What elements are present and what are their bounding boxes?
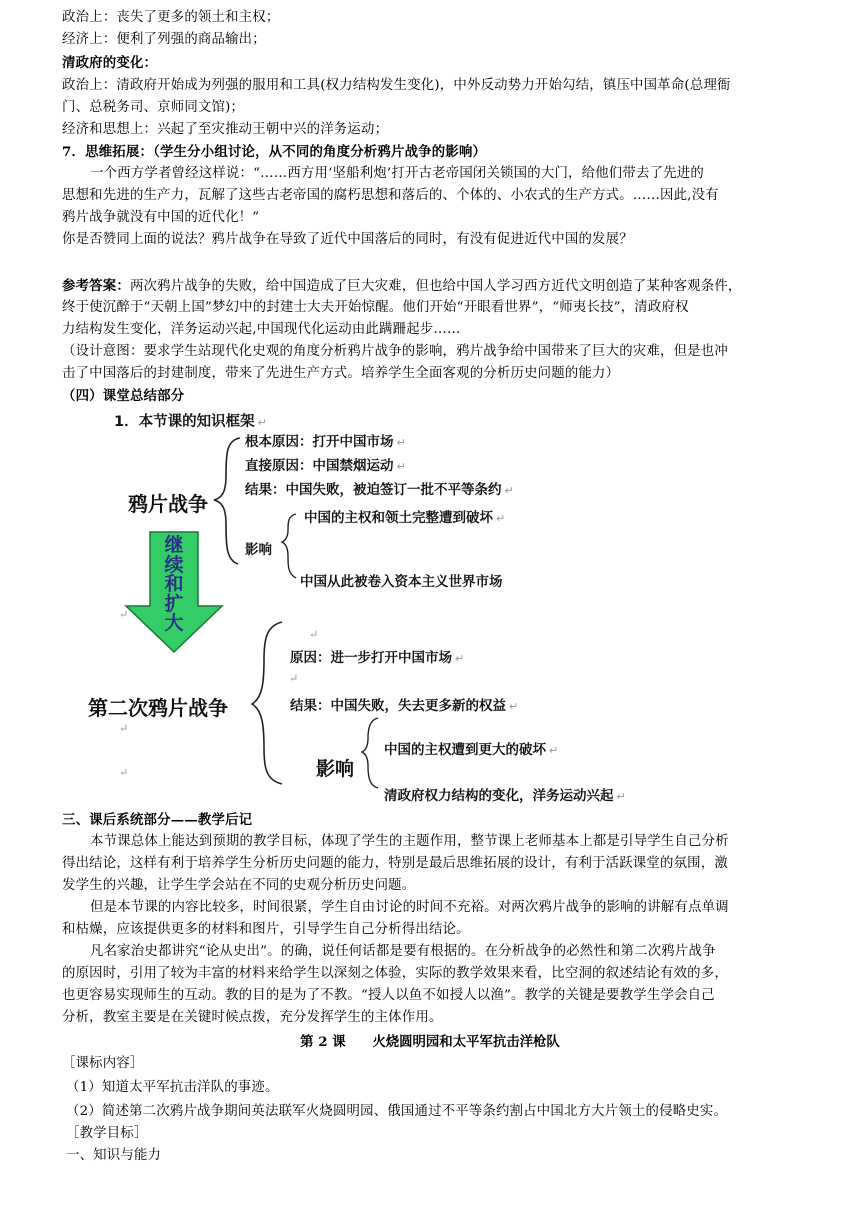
text-line: （1）知道太平军抗击洋队的事迹。 — [66, 1080, 279, 1095]
text-line: ［课标内容］ — [62, 1056, 144, 1071]
answer-text: 两次鸦片战争的失败，给中国造成了巨大灾难，但也给中国人学习西方近代文明创造了某种客观条件， — [129, 279, 742, 294]
text-line: 凡名家治史都讲究“论从史出”。的确，说任何话都是要有根据的。在分析战争的必然性和第二次鸦片战争 — [90, 944, 716, 959]
brace-2-inner — [362, 718, 378, 788]
section-heading: 三、课后系统部分——教学后记 — [62, 812, 253, 828]
text-line: 一、知识与能力 — [66, 1148, 162, 1163]
brace-1 — [214, 438, 240, 564]
text-line: 的原因时，引用了较为丰富的材料来给学生以深刻之体验，实际的教学效果来看，比空洞的叙述结论有效的多， — [62, 966, 728, 981]
text-line: （2）简述第二次鸦片战争期间英法联军火烧圆明园、俄国通过不平等条约割占中国北方大片领土的侵略史实。 — [66, 1104, 728, 1119]
direct-cause: 直接原因：中国禁烟运动 ↵ — [245, 458, 406, 474]
text-line: 经济和思想上：兴起了至灾推动王朝中兴的洋务运动； — [62, 122, 389, 137]
section-heading: 清政府的变化： — [62, 55, 158, 71]
text-line: 但是本节课的内容比较多，时间很紧，学生自由讨论的时间不充裕。对两次鸦片战争的影响的讲解有点单调 — [90, 900, 729, 915]
brace-2 — [252, 622, 282, 784]
impact-1-b: 中国从此被卷入资本主义世界市场 — [300, 574, 503, 590]
text-line: 一个西方学者曾经这样说：“……西方用‘坚船利炮’打开古老帝国闭关锁国的大门，给他们带去了先进的 — [90, 166, 704, 181]
impact-2-label: 影响 — [316, 758, 355, 780]
text-line: 本节课总体上能达到预期的教学目标，体现了学生的主题作用，整节课上老师基本上都是引导学生自己分析 — [90, 834, 729, 849]
return-mark: ↵ — [119, 608, 129, 621]
text-line: 经济上：便利了列强的商品输出； — [62, 32, 266, 47]
section-heading: 7．思维拓展：（学生分小组讨论，从不同的角度分析鸦片战争的影响） — [62, 144, 487, 160]
return-mark: ↵ — [289, 672, 299, 685]
text-line: 得出结论，这样有利于培养学生分析历史问题的能力，特别是最后思维拓展的设计，有利于活跃课堂的氛围，激 — [62, 856, 728, 871]
return-mark: ↵ — [309, 628, 319, 641]
text-line: 分析，教室主要是在关键时候点拨，充分发挥学生的主体作用。 — [62, 1010, 443, 1025]
opium-war-2-label: 第二次鸦片战争 — [88, 696, 228, 720]
text-line: 击了中国落后的封建制度，带来了先进生产方式。培养学生全面客观的分析历史问题的能力） — [62, 366, 620, 381]
text-line: 思想和先进的生产力，瓦解了这些古老帝国的腐朽思想和落后的、个体的、小农式的生产方式。……因此,没有 — [62, 188, 719, 203]
text-line: 发学生的兴趣，让学生学会站在不同的史观分析历史问题。 — [62, 878, 416, 893]
text-line: 力结构发生变化，洋务运动兴起,中国现代化运动由此蹒跚起步…… — [62, 322, 461, 337]
opium-war-1-label: 鸦片战争 — [128, 492, 208, 516]
result-2: 结果：中国失败，失去更多新的权益 ↵ — [290, 698, 519, 714]
answer-label: 参考答案： — [62, 278, 130, 294]
text-line: 鸦片战争就没有中国的近代化！” — [62, 210, 260, 225]
diagram-title: 1．本节课的知识框架 ↵ — [114, 414, 267, 430]
return-mark: ↵ — [119, 766, 129, 779]
brace-1-inner — [282, 514, 296, 578]
text-line: 门、总税务司、京师同文馆)； — [62, 100, 245, 115]
text-line: 终于使沉醉于“天朝上国”梦幻中的封建士大夫开始惊醒。他们开始“开眼看世界”，“师夷长技”，清政府权 — [62, 300, 689, 315]
text-line: ［教学目标］ — [66, 1126, 148, 1141]
root-cause: 根本原因：打开中国市场 ↵ — [245, 434, 406, 450]
arrow-text: 继 续 和 扩 大 — [164, 534, 184, 634]
text-line: （设计意图：要求学生站现代化史观的角度分析鸦片战争的影响，鸦片战争给中国带来了巨大的灾难，但是也冲 — [62, 344, 728, 359]
cause-2: 原因：进一步打开中国市场 ↵ — [290, 650, 465, 666]
impact-2-b: 清政府权力结构的变化，洋务运动兴起 ↵ — [384, 788, 626, 804]
return-mark: ↵ — [119, 722, 129, 735]
section-heading: （四）课堂总结部分 — [62, 388, 185, 404]
text-line: 也更容易实现师生的互动。教的目的是为了不教。“授人以鱼不如授人以渔”。教学的关键是要教学生学会自己 — [62, 988, 715, 1003]
text-line: 和枯燥，应该提供更多的材料和图片，引导学生自己分析得出结论。 — [62, 922, 470, 937]
impact-1-a: 中国的主权和领土完整遭到破坏 ↵ — [304, 510, 506, 526]
text-line: 政治上：清政府开始成为列强的服用和工具(权力结构发生变化)，中外反动势力开始勾结，镇压中国革命(总理衙 — [62, 78, 731, 93]
impact-2-a: 中国的主权遭到更大的破坏 ↵ — [384, 742, 559, 758]
impact-1-label: 影响 — [245, 542, 272, 558]
text-line: 你是否赞同上面的说法？鸦片战争在导致了近代中国落后的同时，有没有促进近代中国的发展？ — [62, 232, 633, 247]
text-line: 政治上：丧失了更多的领土和主权； — [62, 10, 280, 25]
lesson-title: 第 2 课 火烧圆明园和太平军抗击洋枪队 — [300, 1034, 560, 1050]
result-1: 结果：中国失败，被迫签订一批不平等条约 ↵ — [245, 482, 514, 498]
